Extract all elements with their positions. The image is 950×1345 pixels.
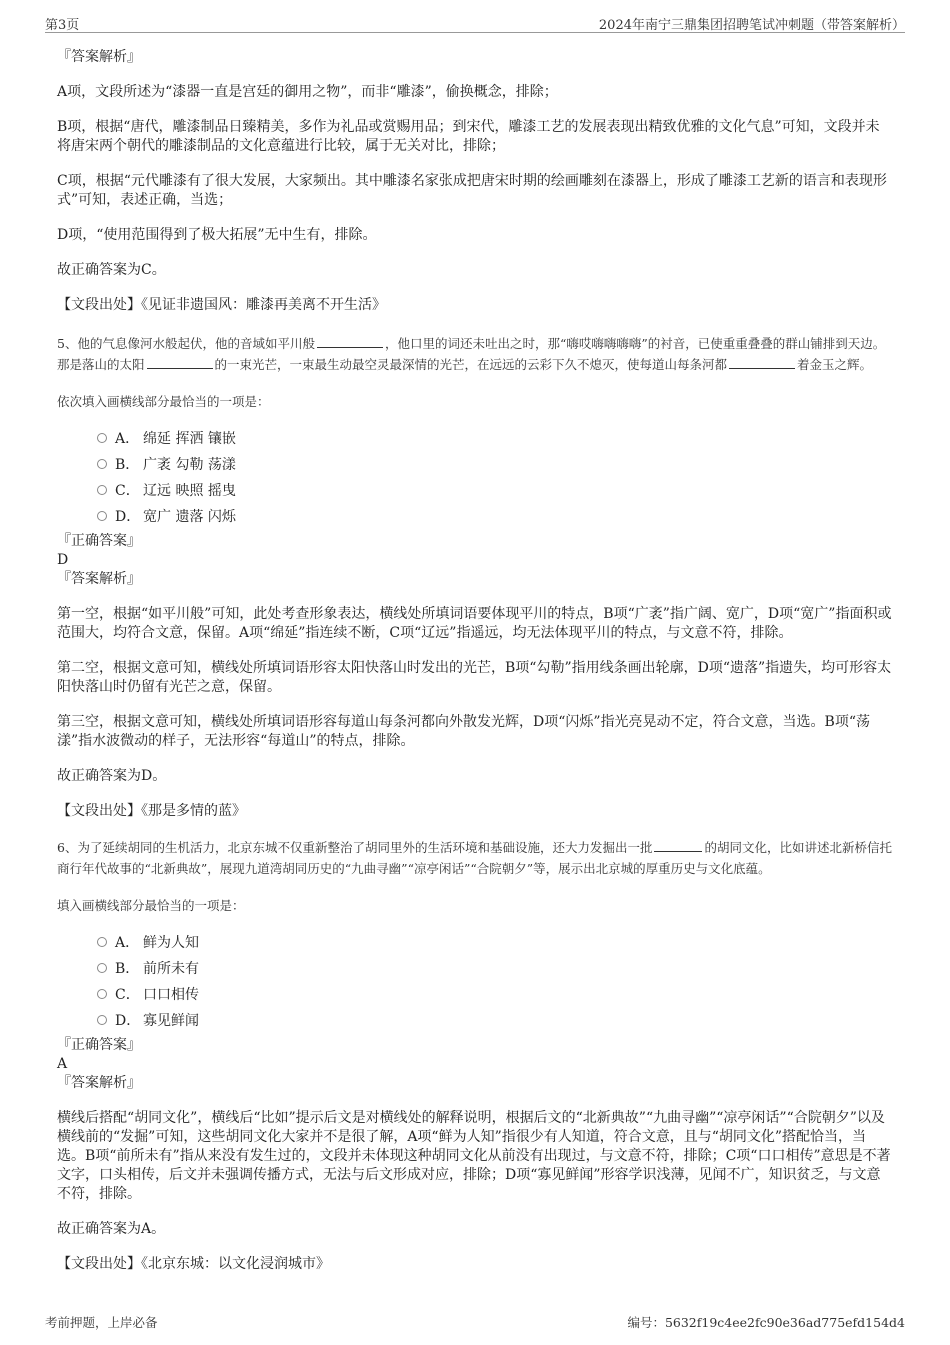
option-d[interactable]: D． 宽广 遗落 闪烁	[97, 504, 892, 530]
radio-icon[interactable]	[97, 963, 107, 973]
analysis-paragraph: 横线后搭配“胡同文化”，横线后“比如”提示后文是对横线处的解释说明，根据后文的“北新典故”“九曲寻幽”“凉亭闲话”“合院朝夕”以及横线前的“发掘”可知，这些胡同文化大家并不是很了解，A项“鲜为人知”指很少有人知道，符合文意，且与“胡同文化”搭配恰当，当选。B项“前所未有”指从来没有发生过的，文段并未体现这种胡同文化从前没有出现过，与文意不符，排除；C项“口口相传”意思是不著文字，口头相传，后文并未强调传播方式，无法与后文形成对应，排除；D项“寡见鲜闻”形容学识浅薄，见闻不广，知识贫乏，与文意不符，排除。	[57, 1110, 891, 1202]
analysis-heading: 『答案解析』	[57, 571, 141, 587]
question-5-options	[57, 426, 892, 530]
option-a[interactable]: A． 绵延 挥洒 镶嵌	[97, 426, 892, 452]
correct-answer: D	[57, 552, 69, 568]
answer-conclusion: 故正确答案为D。	[57, 768, 167, 784]
document-body	[57, 40, 892, 1274]
option-a[interactable]: A． 鲜为人知	[97, 930, 892, 956]
answer-conclusion: 故正确答案为C。	[57, 262, 166, 278]
option-c[interactable]: C． 辽远 映照 摇曳	[97, 478, 892, 504]
correct-answer-heading: 『正确答案』	[57, 1037, 141, 1053]
radio-icon[interactable]	[97, 937, 107, 947]
correct-answer-heading: 『正确答案』	[57, 533, 141, 549]
passage-source: 【文段出处】《那是多情的蓝》	[57, 803, 246, 819]
footer-slogan: 考前押题，上岸必备	[45, 1315, 158, 1330]
analysis-heading: 『答案解析』	[57, 1075, 141, 1091]
analysis-option-d: D项，“使用范围得到了极大拓展”无中生有，排除。	[57, 227, 377, 243]
passage-source: 【文段出处】《北京东城：以文化浸润城市》	[57, 1256, 330, 1272]
analysis-blank-3: 第三空，根据文意可知，横线处所填词语形容每道山每条河都向外散发光辉，D项“闪烁”指光亮晃动不定，符合文意，当选。B项“荡漾”指水波微动的样子，无法形容“每道山”的特点，排除。	[57, 714, 870, 749]
question-6-options	[57, 930, 892, 1034]
radio-icon[interactable]	[97, 511, 107, 521]
question-5-text-3: 的一束光芒，一束最生动最空灵最深情的光芒，在远远的云彩下久不熄灭，使每道山每条河都	[214, 357, 728, 372]
radio-icon[interactable]	[97, 485, 107, 495]
question-5-prompt: 依次填入画横线部分最恰当的一项是：	[57, 394, 270, 409]
page-number: 第3页	[45, 18, 80, 33]
radio-icon[interactable]	[97, 459, 107, 469]
analysis-option-c: C项，根据“元代雕漆有了很大发展，大家频出。其中雕漆名家张成把唐宋时期的绘画雕刻在漆器上，形成了雕漆工艺新的语言和表现形式”可知，表述正确，当选；	[57, 173, 887, 208]
radio-icon[interactable]	[97, 989, 107, 999]
option-b[interactable]: B． 前所未有	[97, 956, 892, 982]
question-5-stem	[57, 333, 892, 375]
question-5-text-2: ，他口里的词还未吐出之时，那“嗨哎嗨嗨嗨嗨”的衬音，已使重重叠叠的群山铺排到天边。那是落山的太阳	[57, 336, 886, 372]
fill-blank-3	[729, 356, 795, 369]
question-5-text-1: 5、他的气息像河水般起伏，他的音域如平川般	[57, 336, 315, 351]
question-6-text-1: 6、为了延续胡同的生机活力，北京东城不仅重新整治了胡同里外的生活环境和基础设施，还大力发掘出一批	[57, 840, 653, 855]
question-6-prompt: 填入画横线部分最恰当的一项是：	[57, 898, 245, 913]
analysis-heading: 『答案解析』	[57, 49, 141, 65]
document-title: 2024年南宁三鼎集团招聘笔试冲刺题（带答案解析）	[598, 18, 905, 33]
radio-icon[interactable]	[97, 1015, 107, 1025]
fill-blank-2	[147, 356, 213, 369]
option-c[interactable]: C． 口口相传	[97, 982, 892, 1008]
question-5-text-4: 着金玉之辉。	[797, 357, 873, 372]
correct-answer: A	[57, 1056, 68, 1072]
analysis-blank-2: 第二空，根据文意可知，横线处所填词语形容太阳快落山时发出的光芒，B项“勾勒”指用线条画出轮廓，D项“遗落”指遗失，均可形容太阳快落山时仍留有光芒之意，保留。	[57, 660, 892, 695]
fill-blank-1	[317, 335, 383, 348]
analysis-blank-1: 第一空，根据“如平川般”可知，此处考查形象表达，横线处所填词语要体现平川的特点，B项“广袤”指广阔、宽广，D项“宽广”指面积或范围大，均符合文意，保留。A项“绵延”指连续不断，C项“辽远”指遥远，均无法体现平川的特点，与文意不符，排除。	[57, 606, 892, 641]
question-6-stem	[57, 837, 892, 879]
option-d[interactable]: D． 寡见鲜闻	[97, 1008, 892, 1034]
fill-blank	[654, 839, 702, 852]
passage-source: 【文段出处】《见证非遗国风：雕漆再美离不开生活》	[57, 297, 386, 313]
document-serial: 编号：5632f19c4ee2fc90e36ad775efd154d4	[627, 1315, 905, 1330]
answer-conclusion: 故正确答案为A。	[57, 1221, 166, 1237]
analysis-option-b: B项，根据“唐代，雕漆制品日臻精美，多作为礼品或赏赐用品；到宋代，雕漆工艺的发展表现出精致优雅的文化气息”可知，文段并未将唐宋两个朝代的雕漆制品的文化意蕴进行比较，属于无关对比，排除；	[57, 119, 880, 154]
page-header	[45, 14, 905, 33]
option-b[interactable]: B． 广袤 勾勒 荡漾	[97, 452, 892, 478]
radio-icon[interactable]	[97, 433, 107, 443]
analysis-option-a: A项，文段所述为“漆器一直是宫廷的御用之物”，而非“雕漆”，偷换概念，排除；	[57, 84, 558, 100]
question-6-text-2: 的胡同文化，比如讲述北新桥信托商行年代故事的“北新典故”，展现九道湾胡同历史的“九曲寻幽”“凉亭闲话”“合院朝夕”等，展示出北京城的厚重历史与文化底蕴。	[57, 840, 892, 876]
